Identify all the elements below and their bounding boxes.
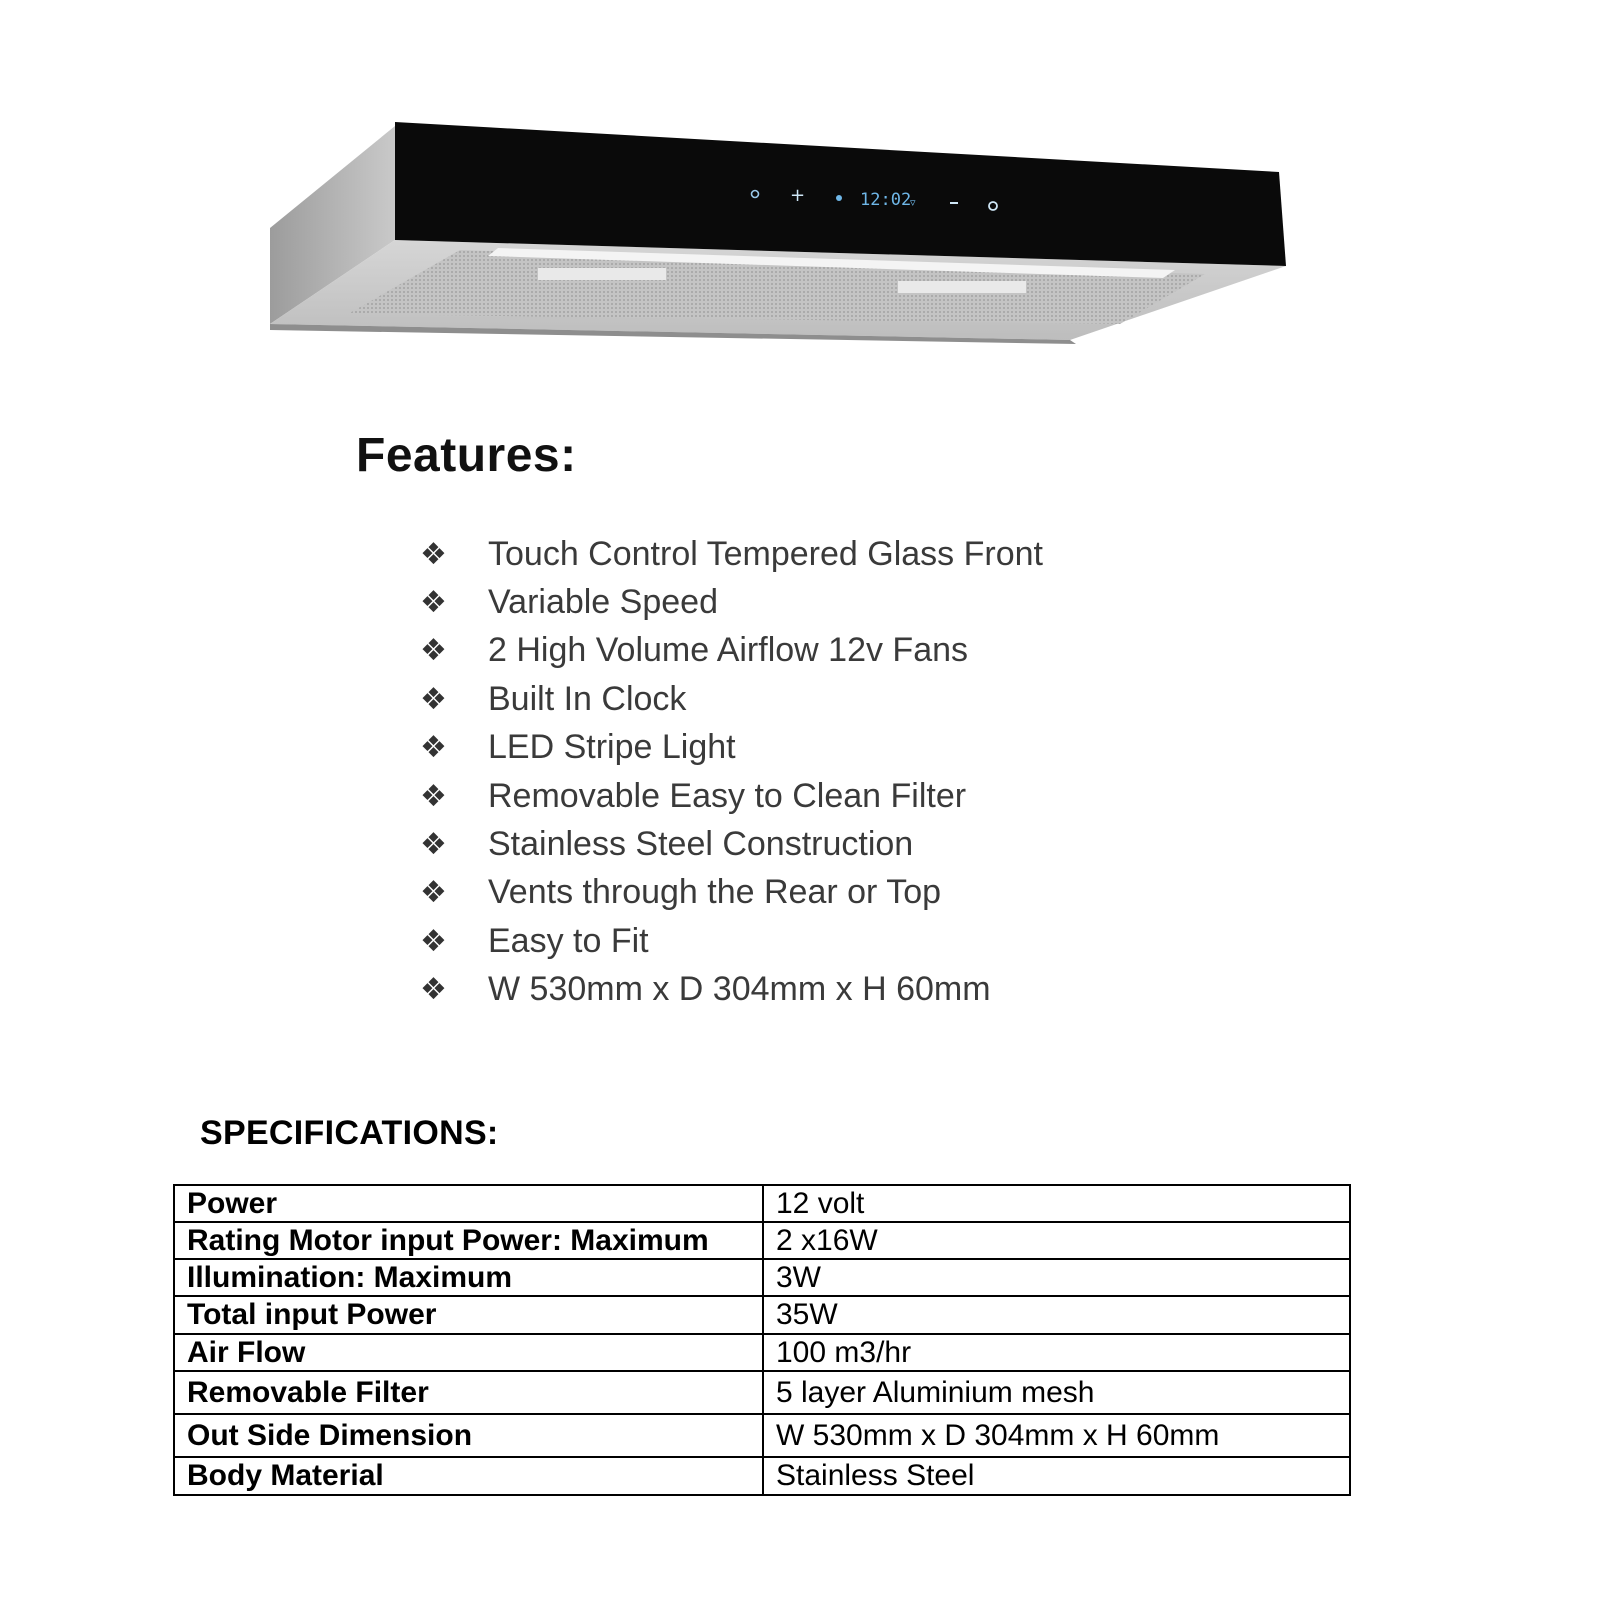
specifications-table <box>173 1184 1351 1496</box>
spec-label: Rating Motor input Power: Maximum <box>174 1222 763 1259</box>
diamond-bullet-icon: ❖ <box>420 779 447 813</box>
spec-value: W 530mm x D 304mm x H 60mm <box>763 1414 1350 1457</box>
feature-item <box>420 917 1043 965</box>
spec-label: Out Side Dimension <box>174 1414 763 1457</box>
feature-item <box>420 530 1043 578</box>
range-hood-image <box>270 118 1320 358</box>
diamond-bullet-icon: ❖ <box>420 973 447 1007</box>
filter-handle <box>538 268 666 280</box>
table-row <box>174 1457 1350 1495</box>
feature-text: Removable Easy to Clean Filter <box>488 776 967 815</box>
feature-item <box>420 578 1043 626</box>
feature-text: Vents through the Rear or Top <box>488 873 942 912</box>
feature-item <box>420 772 1043 820</box>
feature-item <box>420 869 1043 917</box>
feature-item <box>420 820 1043 868</box>
spec-value: 35W <box>763 1296 1350 1334</box>
spec-label: Removable Filter <box>174 1371 763 1414</box>
table-row <box>174 1185 1350 1222</box>
filter-handle <box>898 281 1026 293</box>
spec-label: Illumination: Maximum <box>174 1259 763 1296</box>
spec-value: 2 x16W <box>763 1222 1350 1259</box>
speed-down-icon[interactable] <box>950 202 958 204</box>
features-list <box>420 530 1043 1014</box>
diamond-bullet-icon: ❖ <box>420 876 447 910</box>
diamond-bullet-icon: ❖ <box>420 924 447 958</box>
spec-value: 5 layer Aluminium mesh <box>763 1371 1350 1414</box>
speed-up-icon[interactable]: + <box>790 185 806 206</box>
feature-item <box>420 966 1043 1014</box>
table-row <box>174 1334 1350 1371</box>
table-row <box>174 1296 1350 1334</box>
feature-text: 2 High Volume Airflow 12v Fans <box>488 631 969 670</box>
spec-label: Total input Power <box>174 1296 763 1334</box>
spec-value: 12 volt <box>763 1185 1350 1222</box>
diamond-bullet-icon: ❖ <box>420 634 447 668</box>
spec-label: Air Flow <box>174 1334 763 1371</box>
diamond-bullet-icon: ❖ <box>420 586 447 620</box>
spec-label: Body Material <box>174 1457 763 1495</box>
table-row <box>174 1371 1350 1414</box>
feature-text: Easy to Fit <box>488 921 649 960</box>
features-heading: Features: <box>356 429 577 482</box>
spec-value: Stainless Steel <box>763 1457 1350 1495</box>
diamond-bullet-icon: ❖ <box>420 828 447 862</box>
feature-text: Stainless Steel Construction <box>488 825 914 864</box>
diamond-bullet-icon: ❖ <box>420 731 447 765</box>
diamond-bullet-icon: ❖ <box>420 537 447 571</box>
spec-value: 100 m3/hr <box>763 1334 1350 1371</box>
clock-display: 12:02 <box>860 190 912 210</box>
feature-text: LED Stripe Light <box>488 728 736 767</box>
fan-icon[interactable]: ▿ <box>910 196 916 209</box>
table-row <box>174 1414 1350 1457</box>
feature-item <box>420 627 1043 675</box>
feature-text: Variable Speed <box>488 583 718 622</box>
specifications-heading: SPECIFICATIONS: <box>200 1114 499 1152</box>
feature-item <box>420 724 1043 772</box>
table-row <box>174 1259 1350 1296</box>
spec-label: Power <box>174 1185 763 1222</box>
feature-text: Built In Clock <box>488 679 687 718</box>
diamond-bullet-icon: ❖ <box>420 682 447 716</box>
feature-item <box>420 675 1043 723</box>
table-row <box>174 1222 1350 1259</box>
clock-set-icon[interactable] <box>836 195 842 201</box>
feature-text: W 530mm x D 304mm x H 60mm <box>488 970 991 1009</box>
feature-text: Touch Control Tempered Glass Front <box>488 534 1043 573</box>
spec-value: 3W <box>763 1259 1350 1296</box>
